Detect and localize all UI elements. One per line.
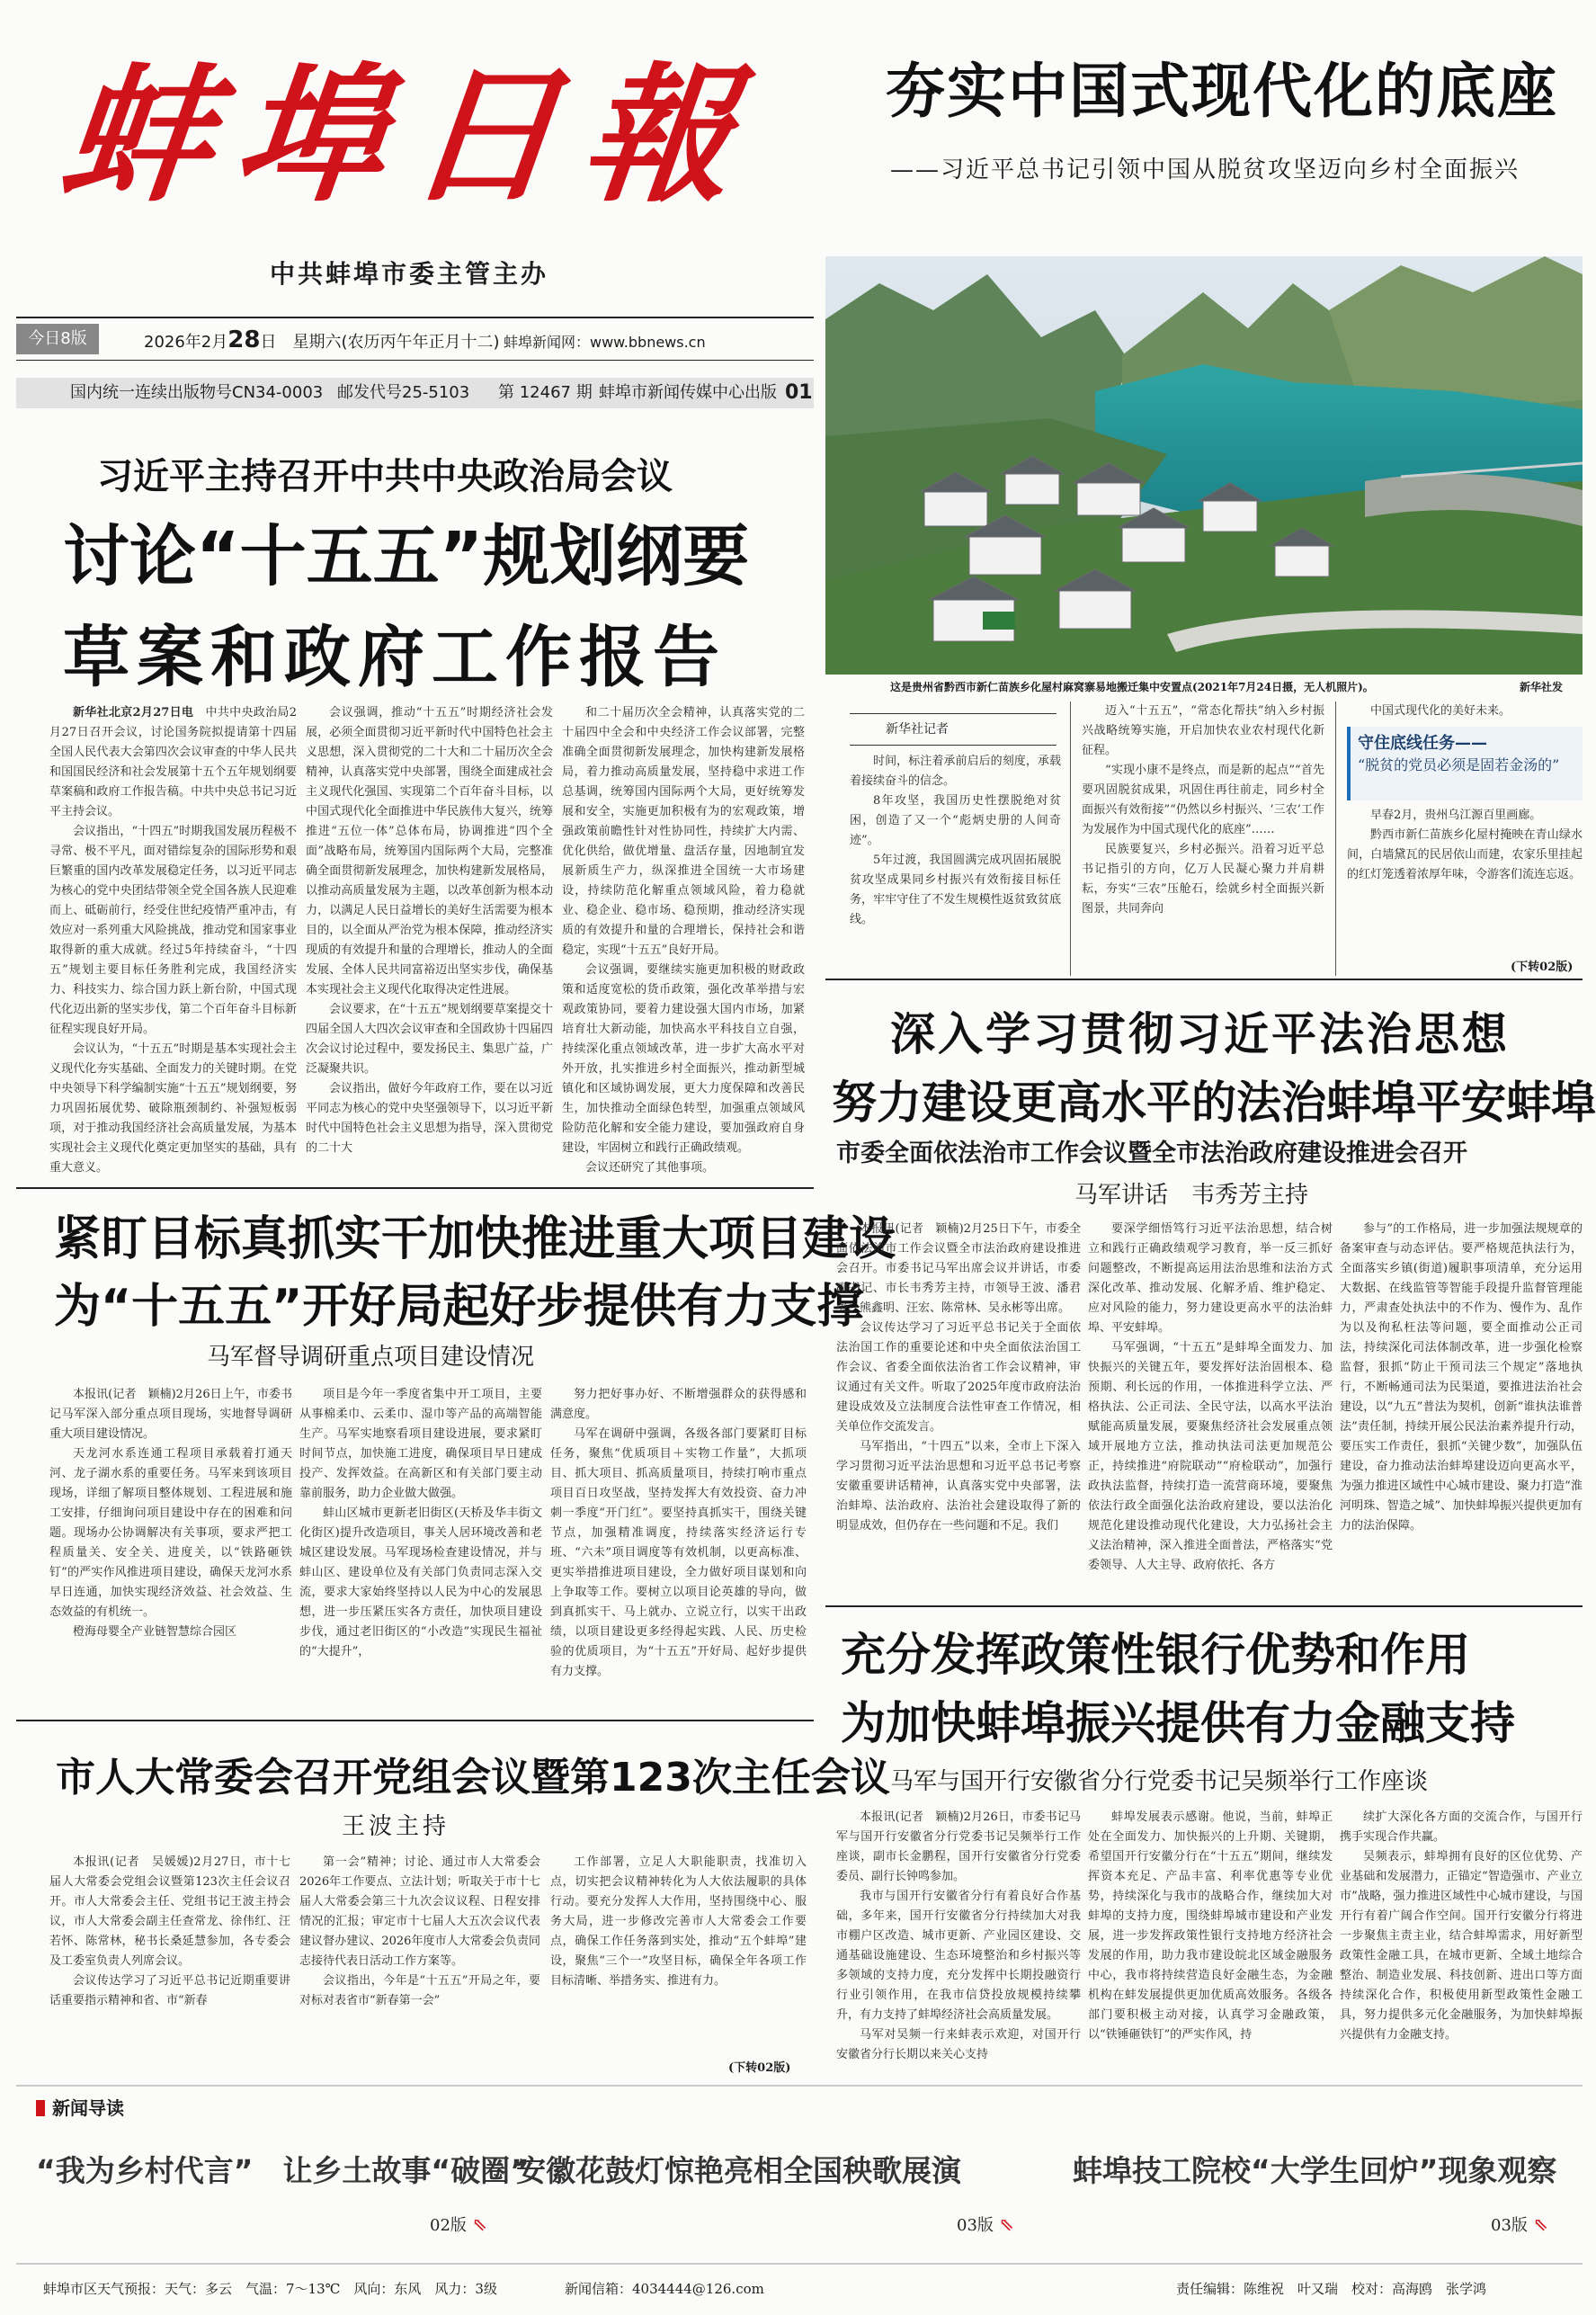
top-story-jump[interactable]: (下转02版)	[1511, 961, 1574, 974]
top-story-photo	[825, 256, 1583, 675]
editor-credits: 责任编辑：陈维祝 叶又瑞 校对：高海鸥 张学鸿	[1176, 2281, 1487, 2297]
story3-speakers: 马军讲话 韦秀芳主持	[1074, 1182, 1309, 1209]
story4-col1: 本报讯(记者 吴媛媛)2月27日，市十七届人大常委会党组会议暨第123次主任会议召开。市人大常委会主任、党组书记王波主持会议，市人大常委会副主任查常龙、徐伟红、汪若怀、陈常林，秘书长桑延慧参加，各专委会及工委室负责人列席会议。 会议传达学习了习近平总书记近期重要讲话重要指示精神和省、市“新春	[49, 1855, 290, 2007]
pages-badge: 今日8版	[16, 324, 99, 354]
top-story-col3-top: 中国式现代化的美好未来。	[1370, 704, 1511, 718]
photo-credit: 新华社发	[1520, 681, 1564, 693]
sponsor-line: 中共蚌埠市委主管主办	[270, 259, 549, 289]
top-story-pull-quote: 守住底线任务—— “脱贫的党员必须是固若金汤的”	[1347, 727, 1583, 800]
story2-headline-1: 紧盯目标真抓实干加快推进重大项目建设	[54, 1212, 896, 1266]
story3-headline-1: 深入学习贯彻习近平法治思想	[890, 1008, 1510, 1060]
story5-col3: 续扩大深化各方面的交流合作，与国开行携手实现合作共赢。 吴频表示，蚌埠拥有良好的区位优势、产业基础和发展潜力，正锚定“智造强市、产业立市”战略，强力推进区域性中心城市建设，与国开行有着广阔合作空间。国开行安徽分行将进一步聚焦主责主业，结合蚌埠需求，用好新型政策性金融工具，在城市更新、全域土地综合整治、制造业发展、科技创新、进出口等方面持续深化合作，积极使用新型政策性金融工具，努力提供多元化金融服务，为加快蚌埠振兴提供有力金融支持。	[1340, 1810, 1583, 2042]
story5-headline-2: 为加快蚌埠振兴提供有力金融支持	[841, 1697, 1515, 1749]
story3-col2: 要深学细悟笃行习近平法治思想，结合树立和践行正确政绩观学习教育，举一反三抓好问题整改，不断提高运用法治思维和法治方式深化改革、推动发展、化解矛盾、维护稳定、应对风险的能力，努力建设更高水平的法治蚌埠、平安蚌埠。 马军强调，“十五五”是蚌埠全面发力、加快振兴的关键五年，要发挥好法治固根本、稳预期、利长远的作用，一体推进科学立法、严格执法、公正司法、全民守法，以高水平法治赋能高质量发展，要聚焦经济社会发展重点领域开展地方立法，推动执法司法更加规范公正，持续推进“府院联动”“府检联动”，加强行政执法监督，持续打造一流营商环境，要聚焦依法行政全面强化法治政府建设，要以法治化规范化建设推动现代化建设，大力弘扬社会主义法治精神，深入推进全面普法，严格落实“党委领导、人大主导、政府依托、各方	[1088, 1222, 1333, 1572]
page-number: 01	[785, 381, 813, 404]
story3-col1: 本报讯(记者 颖楠)2月25日下午，市委全面依法治市工作会议暨全市法治政府建设推进会召开。市委书记马军出席会议并讲话，市委副书记、市长韦秀芳主持，市领导王波、潘君关、熊鑫明、汪宏、陈常林、吴永彬等出席。 会议传达学习了习近平总书记关于全面依法治国工作的重要论述和中央全面依法治国工作会议、省委全面依法治省工作会议精神，审议通过有关文件。听取了2025年度市政府法治建设成效及立法制度合法性审查工作情况，相关单位作交流发言。 马军指出，“十四五”以来，全市上下深入学习贯彻习近平法治思想和习近平总书记考察安徽重要讲话精神，认真落实党中央部署，法治蚌埠、法治政府、法治社会建设取得了新的明显成效，但仍存在一些问题和不足。我们	[836, 1222, 1081, 1533]
newspaper-logo: 蚌埠日報	[53, 48, 767, 222]
top-story-col2: 迈入“十五五”，“常态化帮扶”纳入乡村振兴战略统筹实施，开启加快农业农村现代化新征程。 “实现小康不是终点，而是新的起点”“首先要巩固脱贫成果，巩固住再往前走，同乡村全面振兴有效衔接”“仍然以乡村振兴、‘三农’工作为发展作为中国式现代化的底座”…… 民族要复兴，乡村必振兴。沿着习近平总书记指引的方向，亿万人民凝心聚力并肩耕耘，夯实“三农”压舱石，绘就乡村全面振兴新图景，共同奔向	[1082, 704, 1324, 916]
story1-col1: 新华社北京2月27日电 中共中央政治局2月27日召开会议，讨论国务院拟提请第十四届全国人民代表大会第四次会议审查的中华人民共和国国民经济和社会发展第十五个五年规划纲要草案稿和政府工作报告稿。中共中央总书记习近平主持会议。 会议指出，“十四五”时期我国发展历程极不寻常、极不平凡，面对错综复杂的国际形势和艰巨繁重的国内改革发展稳定任务，以习近平同志为核心的党中央团结带领全党全国各族人民迎难而上、砥砺前行，经受住世纪疫情严重冲击，有效应对一系列重大风险挑战，推动党和国家事业取得新的重大成就。经过5年持续奋斗，“十四五”规划主要目标任务胜利完成，我国经济实力、科技实力、综合国力跃上新台阶，中国式现代化迈出新的坚实步伐，第二个百年奋斗目标新征程实现良好开局。 会议认为，“十五五”时期是基本实现社会主义现代化夯实基础、全面发力的关键时期。在党中央领导下科学编制实施“十五五”规划纲要，努力巩固拓展优势、破除瓶颈制约、补强短板弱项，对于推动我国经济社会高质量发展，为基本实现社会主义现代化奠定更加坚实的基础，具有重大意义。	[49, 706, 297, 1175]
arrow-icon: ⇖	[1532, 2213, 1548, 2235]
top-story-subtitle: ——习近平总书记引领中国从脱贫攻坚迈向乡村全面振兴	[890, 156, 1520, 183]
story1-col3: 和二十届历次全会精神，认真落实党的二十届四中全会和中央经济工作会议部署，完整准确全面贯彻新发展理念，加快构建新发展格局，着力推动高质量发展，坚持稳中求进工作总基调，统筹国内国际两个大局，更好统筹发展和安全，实施更加积极有为的宏观政策，增强政策前瞻性针对性协同性，持续扩大内需、优化供给，做优增量、盘活存量，因地制宜发展新质生产力，纵深推进全国统一大市场建设，持续防范化解重点领域风险，着力稳就业、稳企业、稳市场、稳预期，推动经济实现质的有效提升和量的合理增长，保持社会和谐稳定，实现“十五五”良好开局。 会议强调，要继续实施更加积极的财政政策和适度宽松的货币政策，强化改革举措与宏观政策协同，要着力建设强大国内市场，加紧培育壮大新动能，加快高水平科技自立自强，持续深化重点领域改革，进一步扩大高水平对外开放，扎实推进乡村全面振兴，推动新型城镇化和区域协调发展，更大力度保障和改善民生，加快推动全面绿色转型，加强重点领域风险防范化解和安全能力建设，要加强政府自身建设，牢固树立和践行正确政绩观。 会议还研究了其他事项。	[562, 706, 805, 1175]
story5-col2: 蚌埠发展表示感谢。他说，当前，蚌埠正处在全面发力、加快振兴的上升期、关键期，希望国开行安徽分行在“十五五”期间，继续发挥资本充足、产品丰富、利率优惠等专业优势，持续深化与我市的战略合作，继续加大对蚌埠的支持力度，围绕蚌埠城市建设和产业发展，进一步发挥政策性银行支持地方经济社会发展的作用，助力我市建设皖北区域金融服务中心，我市将持续营造良好金融生态，为金融机构在蚌发展提供更加优质高效服务。各级各部门要积极主动对接，认真学习金融政策，以“铁锤砸铁钉”的严实作风，持	[1088, 1810, 1333, 2042]
story2-col3: 努力把好事办好、不断增强群众的获得感和满意度。 马军在调研中强调，各级各部门要紧盯目标任务，聚焦“优质项目＋实物工作量”，大抓项目、抓大项目、抓高质量项目，持续打响市重点项目百日攻坚战，坚持发挥大有效投资、奋力冲刺一季度“开门红”。要坚持真抓实干，围绕关键节点，加强精准调度，持续落实经济运行专班、“六未”项目调度等有效机制，以更高标准、更实举措推进项目建设，全力做好项目谋划和向上争取等工作。要树立以项目论英雄的导向，做到真抓实干、马上就办、立说立行，以实干出政绩，以项目建设更多经得起实践、人民、历史检验的优质项目，为“十五五”开好局、起好步提供有力支撑。	[550, 1388, 807, 1678]
story3-headline-2: 努力建设更高水平的法治蚌埠平安蚌埠	[832, 1077, 1596, 1129]
news-email[interactable]: 新闻信箱：4034444@126.com	[565, 2281, 764, 2297]
masthead	[0, 0, 814, 414]
guide-page-2[interactable]: 03版 ⇖	[957, 2213, 1014, 2235]
story1-headline-2: 草案和政府工作报告	[63, 619, 727, 696]
story2-col1: 本报讯(记者 颖楠)2月26日上午，市委书记马军深入部分重点项目现场，实地督导调研重大项目建设情况。 天龙河水系连通工程项目承载着打通天河、龙子湖水系的重要任务。马军来到该项目现场，详细了解项目整体规划、工程进展和施工安排，仔细询问项目建设中存在的困难和问题。现场办公协调解决有关事项，要求严把工程质量关、安全关、进度关，以“铁路砸铁钉”的严实作风推进项目建设，确保天龙河水系早日连通，加快实现经济效益、社会效益、生态效益的有机统一。 橙海母婴全产业链智慧综合园区	[49, 1388, 292, 1639]
photo-caption: 这是贵州省黔西市新仁苗族乡化屋村麻窝寨易地搬迁集中安置点(2021年7月24日摄，无人机照片)。	[890, 681, 1374, 693]
story4-subtitle: 王波主持	[342, 1813, 450, 1840]
story2-subtitle: 马军督导调研重点项目建设情况	[207, 1344, 535, 1371]
weather-forecast: 蚌埠市区天气预报：天气：多云 气温：7～13℃ 风向：东风 风力：3级	[43, 2281, 497, 2297]
top-story-byline: 新华社记者	[850, 713, 1057, 746]
publication-info-bar: 国内统一连续出版物号CN34-0003 邮发代号25-5103 第 12467 期 蚌埠市新闻传媒中心出版 01	[16, 378, 814, 408]
story2-col2: 项目是今年一季度省集中开工项目，主要从事棉柔巾、云柔巾、湿巾等产品的高端智能生产。马军实地察看项目建设进展，要求紧盯时间节点，加快施工进度，确保项目早日建成投产、发挥效益。在高新区和有关部门要主动靠前服务，助力企业做大做强。 蚌山区城市更新老旧街区(天桥及华丰街文化街区)提升改造项目，事关人居环境改善和老城区建设发展。马军现场检查建设情况，并与蚌山区、建设单位及有关部门负责同志深入交流，要求大家始终坚持以人民为中心的发展思想，进一步压紧压实各方责任，加快项目建设步伐，通过老旧街区的“小改造”实现民生福祉的“大提升”，	[299, 1388, 542, 1658]
story5-subtitle: 马军与国开行安徽省分行党委书记吴频举行工作座谈	[890, 1768, 1429, 1795]
story1-col2: 会议强调，推动“十五五”时期经济社会发展，必须全面贯彻习近平新时代中国特色社会主义思想，深入贯彻党的二十大和二十届历次全会精神，认真落实党中央部署，围绕全面建成社会主义现代化强国、实现第二个百年奋斗目标，以中国式现代化全面推进中华民族伟大复兴，统筹推进“五位一体”总体布局，协调推进“四个全面”战略布局，统筹国内国际两个大局，完整准确全面贯彻新发展理念，加快构建新发展格局，以推动高质量发展为主题，以改革创新为根本动力，以满足人民日益增长的美好生活需要为根本目的，以全面从严治党为根本保障，推动经济实现质的有效提升和量的合理增长，推动人的全面发展、全体人民共同富裕迈出坚实步伐，确保基本实现社会主义现代化取得决定性进展。 会议要求，在“十五五”规划纲要草案提交十四届全国人大四次会议审查和全国政协十四届四次会议讨论过程中，要发扬民主、集思广益，广泛凝聚共识。 会议指出，做好今年政府工作，要在以习近平同志为核心的党中央坚强领导下，以习近平新时代中国特色社会主义思想为指导，深入贯彻党的二十大	[306, 706, 553, 1155]
website[interactable]: 蚌埠新闻网：www.bbnews.cn	[504, 334, 706, 351]
arrow-icon: ⇖	[471, 2213, 487, 2235]
story1-headline-1: 讨论“十五五”规划纲要	[63, 518, 750, 595]
story5-headline-1: 充分发挥政策性银行优势和作用	[841, 1629, 1470, 1681]
story3-col3: 参与”的工作格局，进一步加强法规规章的备案审查与动态评估。要严格规范执法行为，全面落实乡镇(街道)履职事项清单，充分运用大数据、在线监管等智能手段提升监督管理能力，严肃查处执法中的不作为、慢作为、乱作为以及徇私枉法等问题，要全面推动公正司法，持续深化司法体制改革，进一步强化检察监督，狠抓“防止干预司法三个规定”落地执行，不断畅通司法为民渠道，要推进法治社会建设，以“九五”普法为契机，创新“谁执法谁普法”责任制，持续开展公民法治素养提升行动，要压实工作责任，狠抓“关键少数”，加强队伍建设，奋力推动法治蚌埠建设迈向更高水平，为强力推进区域性中心城市建设、聚力打造“淮河明珠、智造之城”、加快蚌埠振兴提供更加有力的法治保障。	[1340, 1222, 1583, 1533]
guide-page-1[interactable]: 02版 ⇖	[430, 2213, 487, 2235]
guide-item-2[interactable]: 安徽花鼓灯惊艳亮相全国秧歌展演	[516, 2153, 961, 2188]
story3-subtitle: 市委全面依法治市工作会议暨全市法治政府建设推进会召开	[836, 1140, 1467, 1167]
top-story-col1: 时间，标注着承前启后的刻度，承载着接续奋斗的信念。 8年攻坚，我国历史性摆脱绝对贫困，创造了又一个“彪炳史册的人间奇迹”。 5年过渡，我国圆满完成巩固拓展脱贫攻坚成果同乡村振兴有效衔接目标任务，牢牢守住了不发生规模性返贫致贫底线。	[850, 755, 1061, 926]
story1-kicker: 习近平主持召开中共中央政治局会议	[97, 456, 673, 497]
top-story-col3-bottom: 早春2月，贵州乌江源百里画廊。 黔西市新仁苗族乡化屋村掩映在青山绿水间，白墙黛瓦的民居依山而建，农家乐里挂起的红灯笼透着浓厚年味，令游客们流连忘返。	[1347, 809, 1583, 881]
issue-date: 2026年2月28日 星期六(农历丙午年正月十二)	[144, 326, 500, 353]
news-guide	[16, 2085, 1583, 2265]
top-story-title: 夯实中国式现代化的底座	[886, 57, 1558, 126]
news-guide-label: 新闻导读	[36, 2094, 124, 2120]
story4-col3: 工作部署，立足人大职能职责，找准切入点，切实把会议精神转化为人大依法履职的具体行动。要充分发挥人大作用，坚持围绕中心、服务大局，进一步修改完善市人大常委会工作要点，确保工作任务落到实处，推动“五个蚌埠”建设，聚焦“三个一”攻坚目标，确保全年各项工作目标清晰、举措务实、推进有力。	[550, 1855, 807, 1988]
footer-bar	[16, 2275, 1583, 2302]
guide-item-1[interactable]: “我为乡村代言” 让乡土故事“破圈”	[36, 2153, 530, 2188]
guide-item-3[interactable]: 蚌埠技工院校“大学生回炉”现象观察	[1073, 2153, 1557, 2188]
story4-jump[interactable]: (下转02版)	[728, 2061, 791, 2075]
story2-headline-2: 为“十五五”开好局起好步提供有力支撑	[54, 1280, 864, 1334]
story4-headline: 市人大常委会召开党组会议暨第123次主任会议	[56, 1755, 890, 1801]
arrow-icon: ⇖	[998, 2213, 1014, 2235]
guide-page-3[interactable]: 03版 ⇖	[1491, 2213, 1548, 2235]
story5-col1: 本报讯(记者 颖楠)2月26日，市委书记马军与国开行安徽省分行党委书记吴频举行工作座谈，副市长金鹏程，国开行安徽省分行党委委员、副行长钟鸣参加。 我市与国开行安徽省分行有着良好合作基础，多年来，国开行安徽省分行持续加大对我市棚户区改造、城市更新、产业园区建设、交通基础设施建设、生态环境整治和乡村振兴等多领域的支持力度，充分发挥中长期投融资行行业引领作用，在我市信贷投放规模持续攀升，有力支持了蚌埠经济社会高质量发展。 马军对吴频一行来蚌表示欢迎，对国开行安徽省分行长期以来关心支持	[836, 1810, 1081, 2061]
story4-col2: 第一会”精神；讨论、通过市人大常委会2026年工作要点、立法计划；听取关于市十七届人大常委会第三十九次会议议程、日程安排情况的汇报；审定市十七届人大五次会议代表建议督办建议、2026年度市人大常委会负责同志接待代表日活动工作方案等。 会议指出，今年是“十五五”开局之年，要对标对表省市“新春第一会”	[299, 1855, 540, 2007]
